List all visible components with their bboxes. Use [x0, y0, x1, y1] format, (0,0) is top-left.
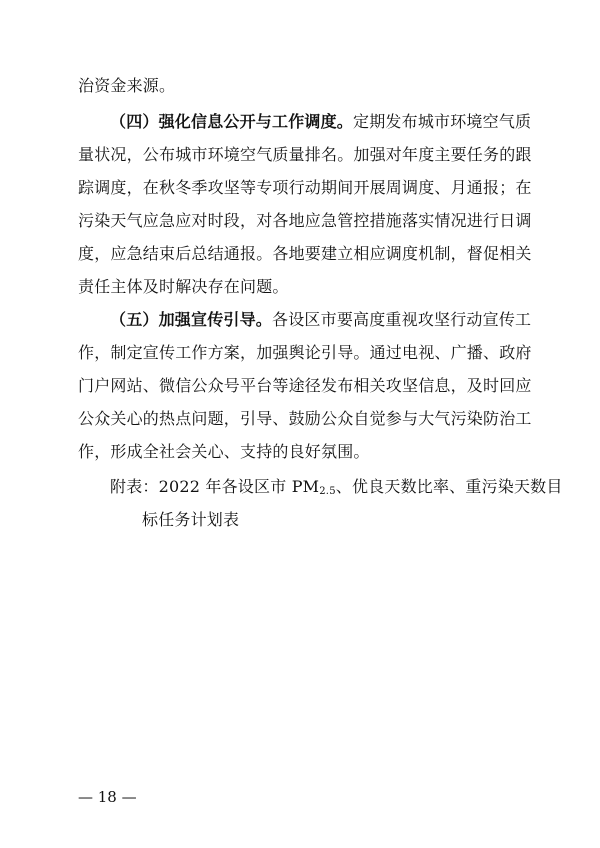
- page-number: — 18 —: [78, 788, 137, 806]
- section-5-first-line: [110, 310, 531, 330]
- section-4-first-line: [110, 112, 531, 132]
- section-4-text: 定期发布城市环境空气质: [353, 112, 532, 131]
- paragraph-line: 公众关心的热点问题，引导、鼓励公众自觉参与大气污染防治工: [78, 409, 532, 428]
- paragraph-line: 度，应急结束后总结通报。各地要建立相应调度机制，督促相关: [78, 244, 532, 263]
- attachment-prefix: 附表：2022 年各设区市 PM: [110, 477, 320, 496]
- section-5-heading: （五）加强宣传引导。: [110, 310, 273, 329]
- attachment-suffix: 、优良天数比率、重污染天数目: [335, 477, 563, 496]
- section-4-heading: （四）强化信息公开与工作调度。: [110, 112, 354, 131]
- attachment-subscript: 2.5: [319, 486, 336, 497]
- paragraph-line: 作，制定宣传工作方案，加强舆论引导。通过电视、广播、政府: [78, 343, 532, 362]
- paragraph-line: 量状况，公布城市环境空气质量排名。加强对年度主要任务的跟: [78, 145, 532, 164]
- paragraph-line: 污染天气应急应对时段，对各地应急管控措施落实情况进行日调: [78, 211, 532, 230]
- section-5-text: 各设区市要高度重视攻坚行动宣传工: [272, 310, 532, 329]
- paragraph-line: 责任主体及时解决存在问题。: [78, 277, 289, 296]
- paragraph-line: 作，形成全社会关心、支持的良好氛围。: [78, 442, 370, 461]
- attachment-line-1: [110, 477, 563, 502]
- paragraph-line: 门户网站、微信公众号平台等途径发布相关攻坚信息，及时回应: [78, 376, 532, 395]
- paragraph-line: 治资金来源。: [78, 76, 176, 95]
- paragraph-line: 踪调度，在秋冬季攻坚等专项行动期间开展周调度、月通报；在: [78, 178, 532, 197]
- attachment-line-2: 标任务计划表: [142, 510, 240, 529]
